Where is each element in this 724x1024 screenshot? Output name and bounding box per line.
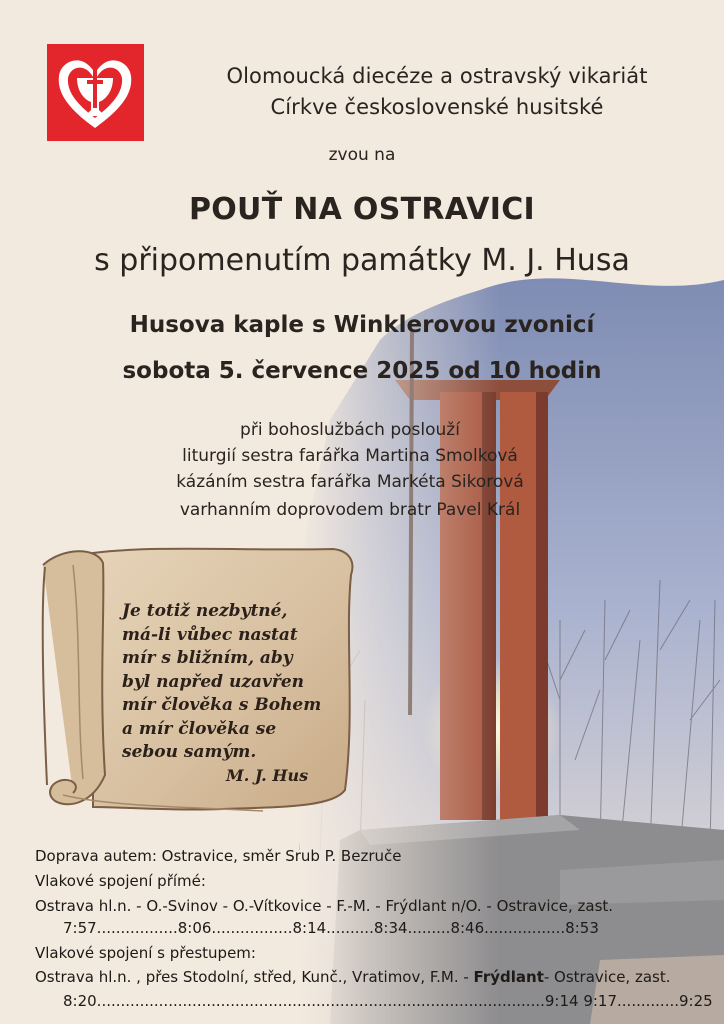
quote-author: M. J. Hus	[226, 766, 309, 785]
quote-line: má-li vůbec nastat	[122, 624, 298, 645]
quote-line: mír člověka s Bohem	[122, 695, 322, 715]
organizer-line-2: Církve československé husitské	[270, 95, 604, 119]
car-transport: Doprava autem: Ostravice, směr Srub P. Bezruče	[35, 847, 402, 865]
quote-line: mír s bližním, aby	[122, 648, 293, 668]
service-intro: při bohoslužbách poslouží	[240, 420, 460, 440]
route-start: Ostrava hl.n. , přes Stodolní, střed, Kunč., Vratimov, F.M. -	[35, 968, 474, 986]
route-bold-station: Frýdlant	[473, 968, 544, 986]
event-title: POUŤ NA OSTRAVICI	[188, 192, 536, 227]
service-liturgy: liturgií sestra farářka Martina Smolková	[182, 446, 518, 466]
event-date: sobota 5. července 2025 od 10 hodin	[122, 358, 602, 384]
service-sermon: kázáním sestra farářka Markéta Sikorová	[176, 472, 524, 492]
transfer-train-times: 8:20..............................................................................................9:14 9:17.............9:25	[63, 992, 713, 1010]
transfer-train-route	[35, 968, 671, 986]
quote-line: a mír člověka se	[122, 718, 277, 739]
transfer-train-heading: Vlakové spojení s přestupem:	[35, 944, 256, 962]
invite-text: zvou na	[328, 145, 396, 165]
quote-line: sebou samým.	[122, 742, 257, 762]
hus-quote	[122, 600, 342, 765]
direct-train-route: Ostrava hl.n. - O.-Svinov - O.-Vítkovice - F.-M. - Frýdlant n/O. - Ostravice, zast.	[35, 897, 614, 915]
chalice-cross-heart-logo	[47, 44, 144, 141]
direct-train-times: 7:57.................8:06.................8:14..........8:34.........8:46.................8:53	[63, 919, 599, 937]
event-subtitle: s připomenutím památky M. J. Husa	[94, 243, 630, 278]
quote-line: byl napřed uzavřen	[122, 671, 305, 692]
route-end: - Ostravice, zast.	[543, 968, 671, 986]
organizer-line-1: Olomoucká diecéze a ostravský vikariát	[226, 64, 648, 88]
event-place: Husova kaple s Winklerovou zvonicí	[129, 312, 595, 338]
service-organ: varhanním doprovodem bratr Pavel Král	[179, 500, 521, 520]
quote-line: Je totiž nezbytné,	[122, 601, 288, 621]
direct-train-heading: Vlakové spojení přímé:	[35, 872, 206, 890]
